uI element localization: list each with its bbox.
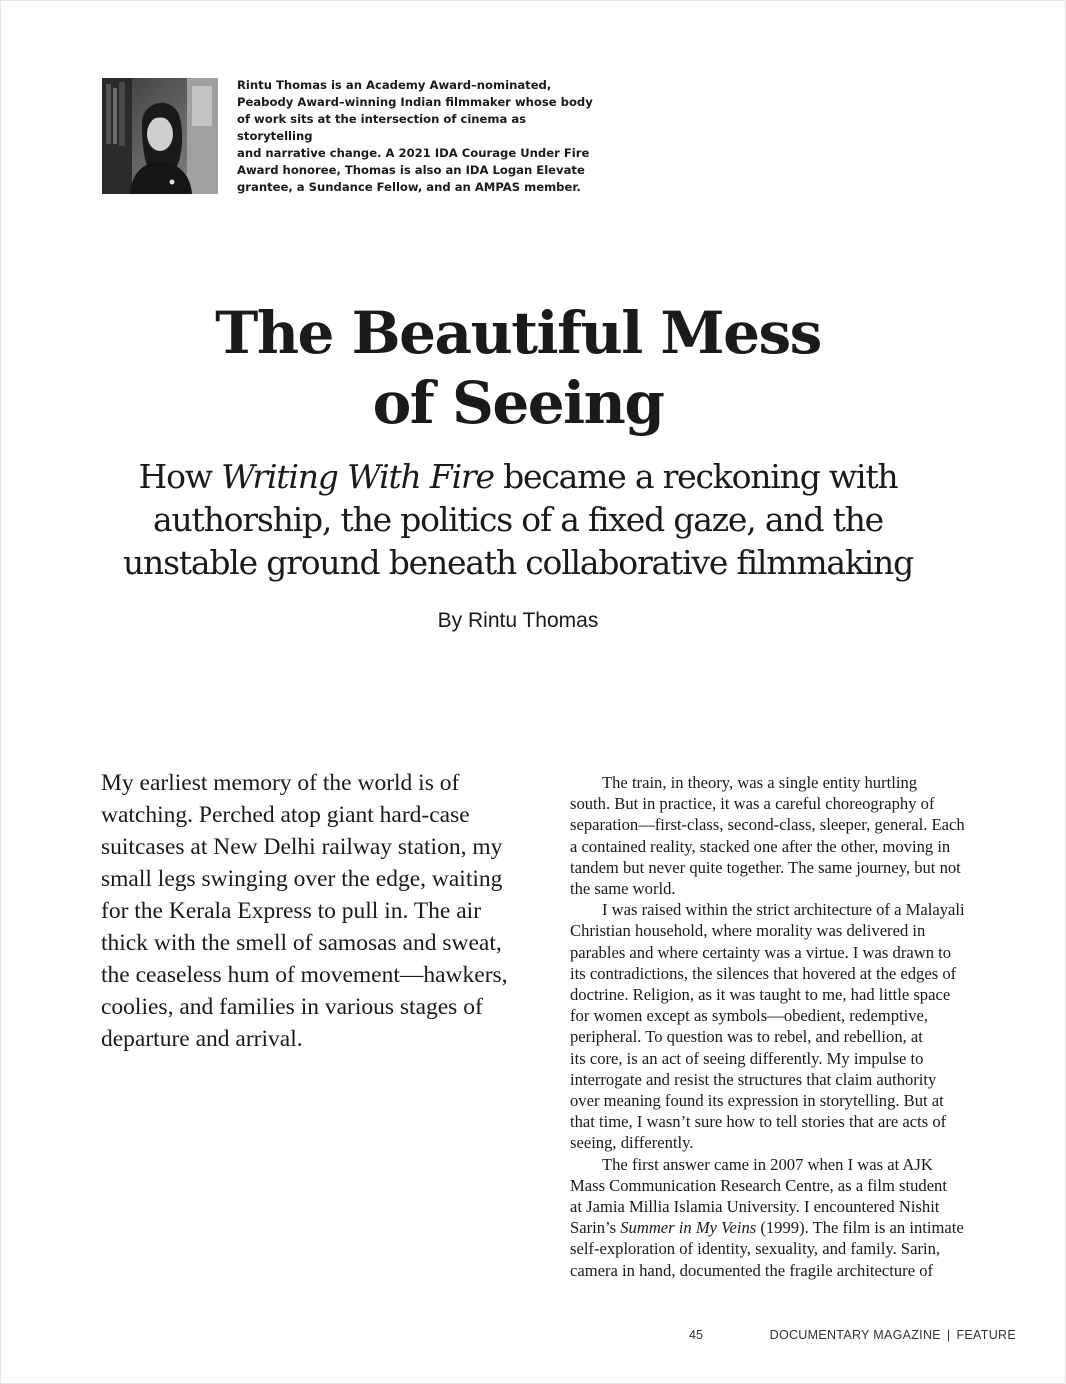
body-line: separation—first-class, second-class, sleeper, general. Each — [570, 815, 965, 835]
body-line: doctrine. Religion, as it was taught to me, had little space — [570, 985, 951, 1005]
body-line: for women except as symbols—obedient, redemptive, — [570, 1006, 929, 1026]
body-line: that time, I wasn’t sure how to tell stories that are acts of — [570, 1112, 947, 1132]
body-line: interrogate and resist the structures that claim authority — [570, 1069, 937, 1089]
body-line: Mass Communication Research Centre, as a film student — [570, 1175, 947, 1195]
article-subtitle — [90, 455, 946, 584]
subtitle-line: unstable ground beneath collaborative filmmaking — [122, 543, 914, 582]
byline: By Rintu Thomas — [437, 609, 599, 632]
body-line: camera in hand, documented the fragile architecture of — [570, 1260, 934, 1280]
lede-paragraph — [101, 767, 541, 1055]
bio-line: of work sits at the intersection of cinema as storytelling — [237, 112, 527, 143]
lede-line: My earliest memory of the world is of — [101, 770, 460, 796]
body-line: its contradictions, the silences that hovered at the edges of — [570, 963, 957, 983]
subtitle-line: authorship, the politics of a fixed gaze, and the — [152, 500, 884, 539]
body-text: Sarin’s — [570, 1218, 621, 1238]
body-line: Christian household, where morality was delivered in — [570, 921, 926, 941]
body-line: tandem but never quite together. The same journey, but not — [570, 857, 961, 877]
lede-line: for the Kerala Express to pull in. The air — [101, 898, 482, 924]
lede-line: coolies, and families in various stages of — [101, 994, 483, 1020]
body-line: south. But in practice, it was a careful choreography of — [570, 794, 935, 814]
body-line: parables and where certainty was a virtue. I was drawn to — [570, 942, 952, 962]
bio-line: Peabody Award–winning Indian filmmaker whose body — [237, 95, 593, 109]
bio-line: and narrative change. A 2021 IDA Courage Under Fire — [237, 146, 590, 160]
body-line: seeing, differently. — [570, 1133, 694, 1153]
body-line: The train, in theory, was a single entity hurtling — [602, 773, 918, 792]
lede-line: small legs swinging over the edge, waiting — [101, 866, 503, 892]
title-line: of Seeing — [372, 369, 664, 437]
lede-line: thick with the smell of samosas and sweat, — [101, 930, 502, 956]
magazine-name: DOCUMENTARY MAGAZINE — [769, 1328, 941, 1342]
page-number: 45 — [689, 1328, 703, 1342]
body-paragraph-1 — [570, 772, 1020, 899]
body-line: a contained reality, stacked one after the other, moving in — [570, 836, 951, 856]
lede-line: suitcases at New Delhi railway station, my — [101, 834, 503, 860]
author-bio — [237, 77, 597, 196]
author-photo — [102, 78, 218, 194]
body-text: (1999). The film is an intimate — [756, 1218, 964, 1238]
body-line — [570, 1217, 1020, 1238]
body-line: I was raised within the strict architecture of a Malayali — [602, 900, 965, 920]
body-line: over meaning found its expression in storytelling. But at — [570, 1091, 944, 1111]
lede-line: the ceaseless hum of movement—hawkers, — [101, 962, 508, 988]
subtitle-text: How — [138, 457, 222, 496]
section-name: FEATURE — [956, 1328, 1016, 1342]
subtitle-line — [90, 455, 946, 498]
body-line: peripheral. To question was to rebel, and rebellion, at — [570, 1027, 923, 1047]
lede-line: watching. Perched atop giant hard-case — [101, 802, 470, 828]
bio-line: grantee, a Sundance Fellow, and an AMPAS member. — [237, 180, 581, 194]
footer-separator: | — [946, 1328, 951, 1342]
body-line: its core, is an act of seeing differently. My impulse to — [570, 1048, 924, 1068]
body-column — [570, 772, 1020, 1281]
body-line: The first answer came in 2007 when I was at AJK — [602, 1154, 933, 1174]
article-title — [100, 298, 936, 438]
author-portrait-image — [102, 78, 218, 194]
subtitle-text: became a reckoning with — [493, 457, 898, 496]
bio-line: Rintu Thomas is an Academy Award–nominated, — [237, 78, 552, 92]
bio-line: Award honoree, Thomas is also an IDA Logan Elevate — [237, 163, 585, 177]
body-line: at Jamia Millia Islamia University. I encountered Nishit — [570, 1197, 940, 1217]
body-line: the same world. — [570, 879, 676, 899]
body-paragraph-2 — [570, 899, 1020, 1153]
body-line: self-exploration of identity, sexuality, and family. Sarin, — [570, 1239, 941, 1259]
lede-line: departure and arrival. — [101, 1026, 303, 1052]
running-footer — [770, 1328, 1016, 1342]
film-title: Writing With Fire — [221, 457, 494, 496]
title-line: The Beautiful Mess — [215, 299, 821, 367]
film-title: Summer in My Veins — [620, 1218, 757, 1238]
body-paragraph-3 — [570, 1154, 1020, 1281]
